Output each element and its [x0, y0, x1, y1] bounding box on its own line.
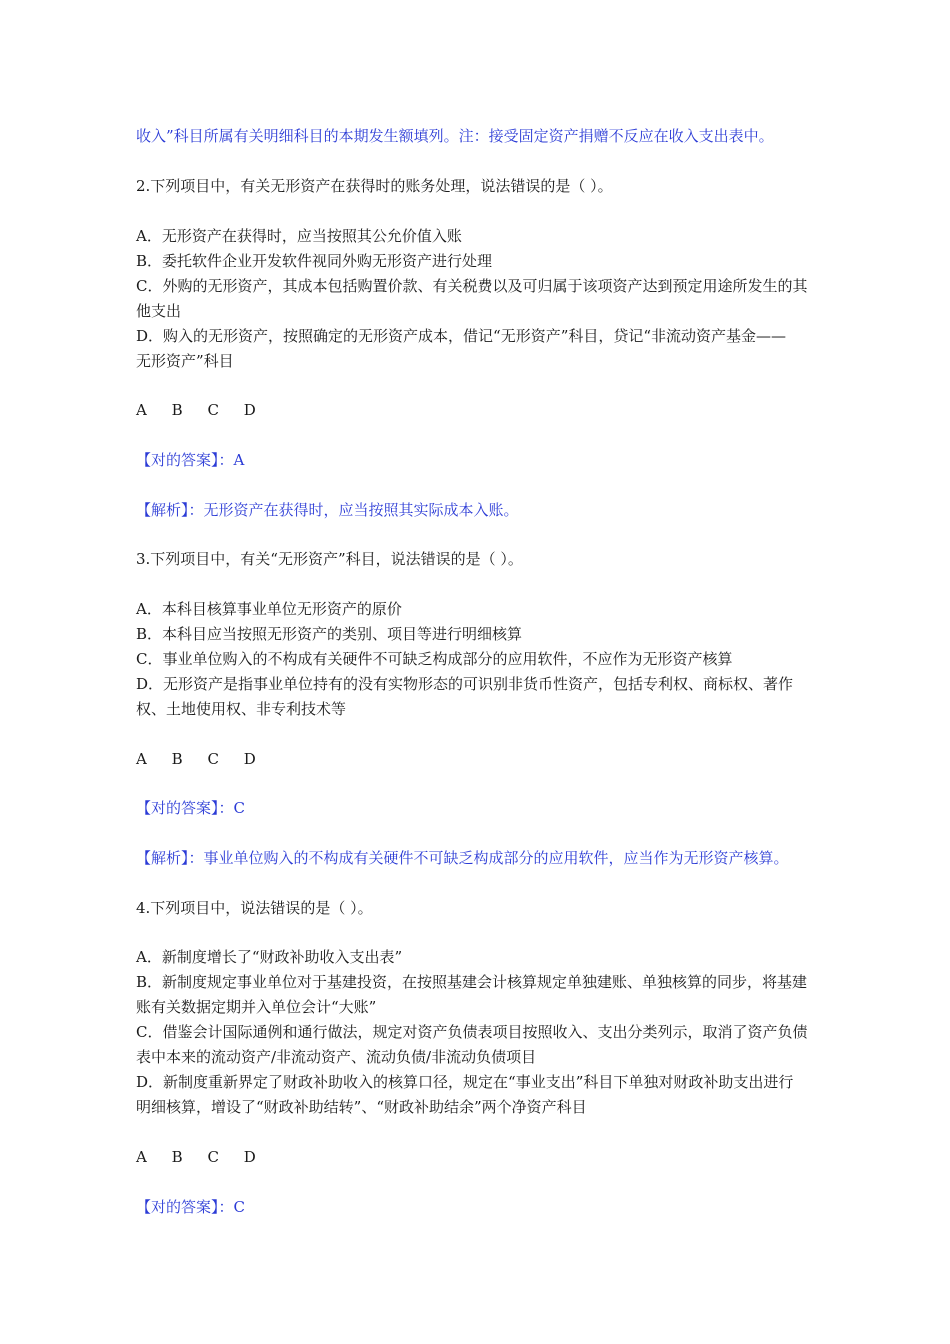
- question-3-answer: [136, 796, 882, 821]
- question-2-option-c: C．外购的无形资产，其成本包括购置价款、有关税费以及可归属于该项资产达到预定用途所发生的其: [136, 277, 808, 295]
- question-3-option-a: A．本科目核算事业单位无形资产的原价: [136, 600, 402, 618]
- choice-d[interactable]: D: [243, 401, 256, 419]
- answer-label: 【对的答案】：: [136, 799, 234, 817]
- choice-a[interactable]: A: [136, 750, 147, 768]
- question-4-option-c: C．借鉴会计国际通例和通行做法，规定对资产负债表项目按照收入、支出分类列示，取消了资产负债: [136, 1023, 808, 1041]
- answer-value: A: [233, 451, 245, 469]
- analysis-text: 事业单位购入的不构成有关硬件不可缺乏构成部分的应用软件，应当作为无形资产核算。: [203, 849, 789, 867]
- question-2-option-c-cont: 他支出: [136, 302, 182, 320]
- question-4-option-b-cont: 账有关数据定期并入单位会计“大账”: [136, 998, 377, 1016]
- question-2-option-d-cont: 无形资产”科目: [136, 352, 234, 370]
- question-2-option-b: B．委托软件企业开发软件视同外购无形资产进行处理: [136, 252, 493, 270]
- answer-value: C: [233, 799, 245, 817]
- choice-c[interactable]: C: [207, 1148, 219, 1166]
- question-2-stem: 2.下列项目中，有关无形资产在获得时的账务处理，说法错误的是（ ）。: [136, 177, 613, 195]
- choice-a[interactable]: A: [136, 401, 147, 419]
- question-3-option-b: B．本科目应当按照无形资产的类别、项目等进行明细核算: [136, 625, 523, 643]
- answer-value: C: [233, 1198, 245, 1216]
- question-3-stem: 3.下列项目中，有关“无形资产”科目，说法错误的是（ ）。: [136, 550, 523, 568]
- answer-label: 【对的答案】：: [136, 451, 234, 469]
- choice-c[interactable]: C: [207, 750, 219, 768]
- question-3-analysis: [136, 846, 882, 871]
- question-4-option-a: A．新制度增长了“财政补助收入支出表”: [136, 948, 403, 966]
- question-3-choices: [136, 747, 882, 772]
- question-4-choices: [136, 1145, 882, 1170]
- answer-label: 【对的答案】：: [136, 1198, 234, 1216]
- question-2-choices: [136, 398, 882, 423]
- choice-b[interactable]: B: [171, 1148, 183, 1166]
- choice-b[interactable]: B: [171, 401, 183, 419]
- analysis-text: 无形资产在获得时，应当按照其实际成本入账。: [203, 501, 519, 519]
- analysis-label: 【解析】：: [136, 501, 204, 519]
- choice-d[interactable]: D: [243, 750, 256, 768]
- question-3-option-c: C．事业单位购入的不构成有关硬件不可缺乏构成部分的应用软件，不应作为无形资产核算: [136, 650, 733, 668]
- choice-b[interactable]: B: [171, 750, 183, 768]
- choice-a[interactable]: A: [136, 1148, 147, 1166]
- question-2-option-d: D．购入的无形资产，按照确定的无形资产成本，借记“无形资产”科目，贷记“非流动资产基金——: [136, 327, 787, 345]
- question-2-analysis: [136, 498, 882, 523]
- question-4-stem: 4.下列项目中，说法错误的是（ ）。: [136, 899, 373, 917]
- question-2-answer: [136, 448, 882, 473]
- question-4-option-d-cont: 明细核算，增设了“财政补助结转”、“财政补助结余”两个净资产科目: [136, 1098, 587, 1116]
- intro-tail-text: 收入”科目所属有关明细科目的本期发生额填列。注：接受固定资产捐赠不反应在收入支出表中。: [136, 127, 774, 145]
- question-3-option-d: D．无形资产是指事业单位持有的没有实物形态的可识别非货币性资产，包括专利权、商标权、著作: [136, 675, 794, 693]
- question-2-option-a: A．无形资产在获得时，应当按照其公允价值入账: [136, 227, 462, 245]
- choice-d[interactable]: D: [243, 1148, 256, 1166]
- analysis-label: 【解析】：: [136, 849, 204, 867]
- question-4-answer: [136, 1195, 882, 1220]
- question-4-option-c-cont: 表中本来的流动资产/非流动资产、流动负债/非流动负债项目: [136, 1048, 537, 1066]
- choice-c[interactable]: C: [207, 401, 219, 419]
- question-4-option-b: B．新制度规定事业单位对于基建投资，在按照基建会计核算规定单独建账、单独核算的同步，将基建: [136, 973, 808, 991]
- question-4-option-d: D．新制度重新界定了财政补助收入的核算口径，规定在“事业支出”科目下单独对财政补助支出进行: [136, 1073, 794, 1091]
- question-3-option-d-cont: 权、土地使用权、非专利技术等: [136, 700, 347, 718]
